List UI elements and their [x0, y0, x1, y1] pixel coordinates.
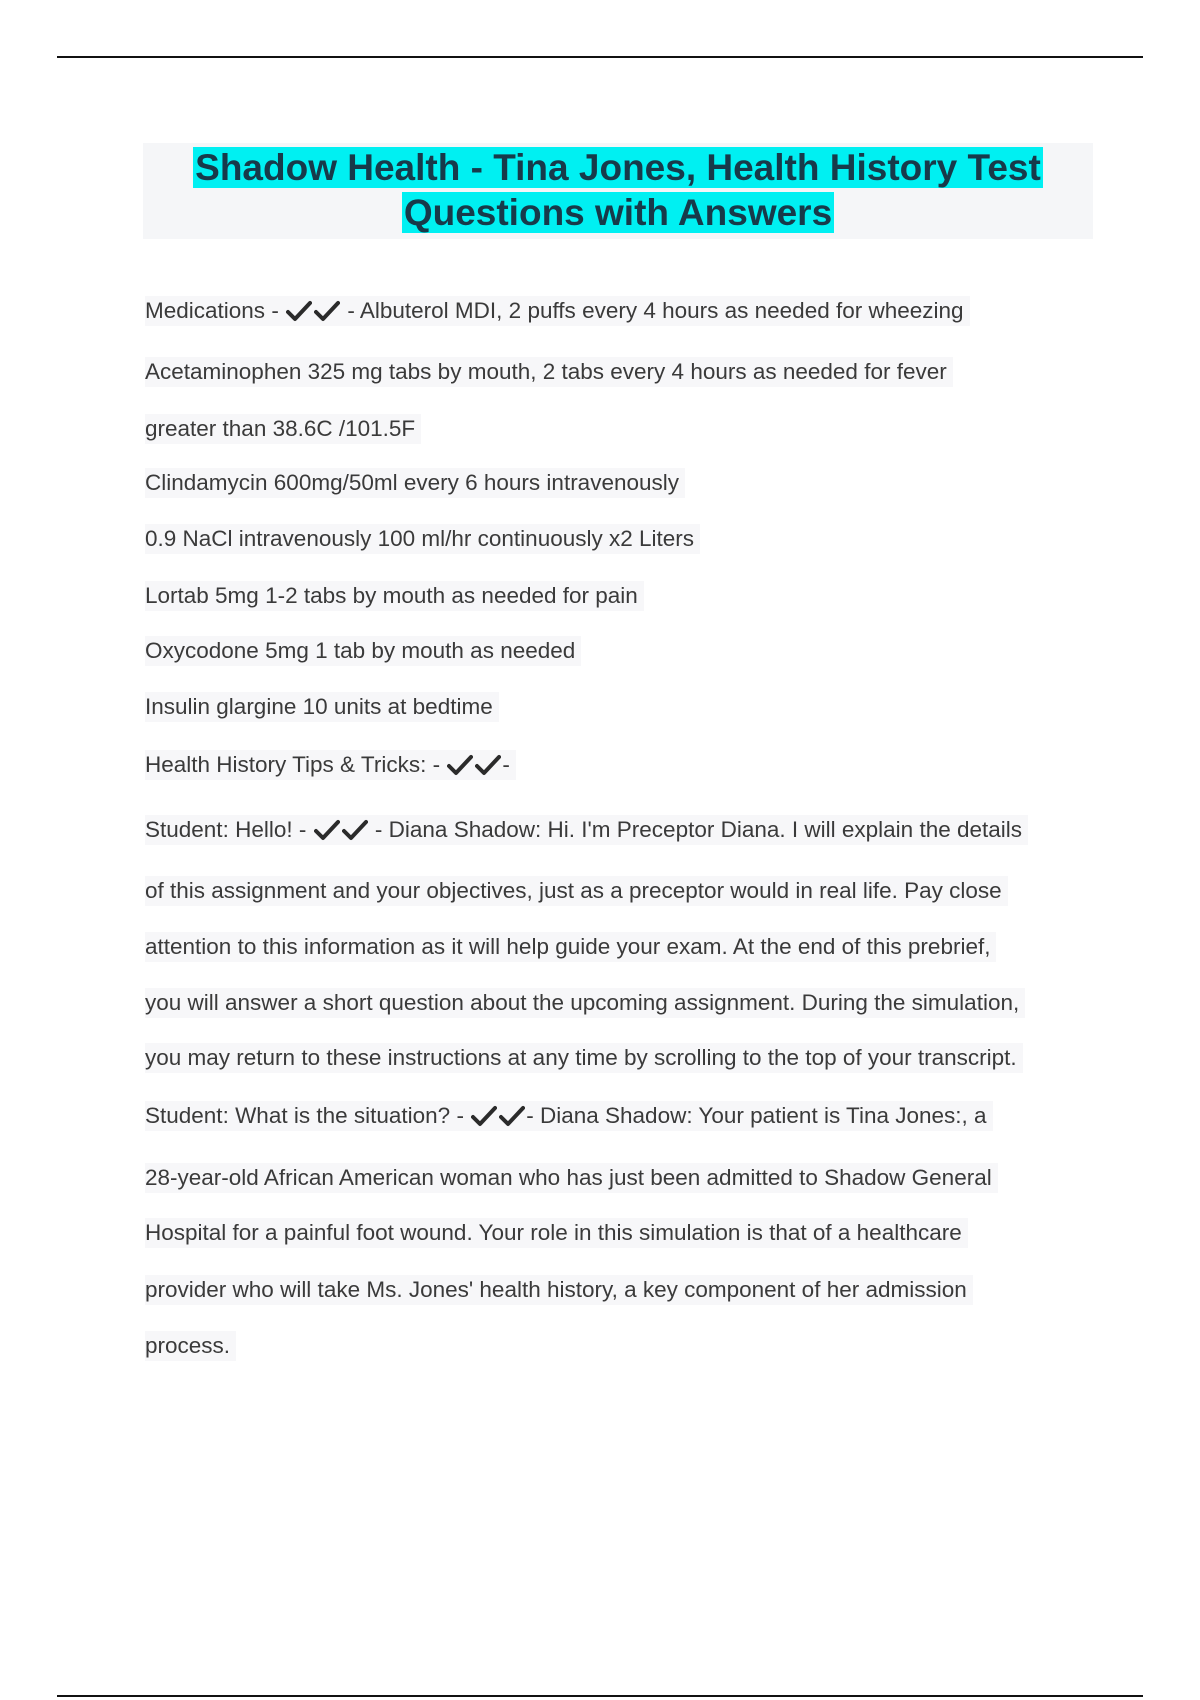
question-text: Student: What is the situation?: [145, 1103, 451, 1128]
answer-text: Diana Shadow: Your patient is Tina Jones:, a: [539, 1103, 987, 1128]
answer-text: Albuterol MDI, 2 puffs every 4 hours as needed for wheezing: [359, 298, 964, 323]
check-icon: [475, 754, 501, 776]
top-rule: [57, 56, 1143, 58]
check-icon: [447, 754, 473, 776]
check-icon: [499, 1105, 525, 1127]
qa-line: [145, 296, 970, 326]
separator: -: [502, 752, 510, 777]
text-line: attention to this information as it will help guide your exam. At the end of this prebrief,: [145, 932, 996, 962]
separator: -: [432, 752, 441, 777]
separator: -: [271, 298, 279, 323]
text-line: Hospital for a painful foot wound. Your role in this simulation is that of a healthcare: [145, 1218, 968, 1248]
check-icon: [314, 300, 340, 322]
check-icon: [286, 300, 312, 322]
qa-line: [145, 815, 1028, 845]
text-line: 0.9 NaCl intravenously 100 ml/hr continuously x2 Liters: [145, 524, 700, 554]
question-text: Student: Hello!: [145, 817, 293, 842]
qa-line: [145, 1101, 993, 1131]
separator: -: [374, 817, 383, 842]
question-text: Health History Tips & Tricks:: [145, 752, 427, 777]
title-line-1: Shadow Health - Tina Jones, Health History Test: [195, 147, 1041, 188]
answer-text: Diana Shadow: Hi. I'm Preceptor Diana. I will explain the details: [388, 817, 1023, 842]
text-line: 28-year-old African American woman who has just been admitted to Shadow General: [145, 1163, 998, 1193]
question-text: Medications: [145, 298, 266, 323]
text-line: of this assignment and your objectives, just as a preceptor would in real life. Pay close: [145, 876, 1008, 906]
separator: -: [347, 298, 355, 323]
separator: -: [456, 1103, 464, 1128]
text-line: you will answer a short question about the upcoming assignment. During the simulation,: [145, 988, 1025, 1018]
text-line: Oxycodone 5mg 1 tab by mouth as needed: [145, 636, 581, 666]
text-line: provider who will take Ms. Jones' health history, a key component of her admission: [145, 1275, 973, 1305]
text-line: greater than 38.6C /101.5F: [145, 414, 421, 444]
text-line: process.: [145, 1331, 236, 1361]
bottom-rule: [57, 1695, 1143, 1697]
document-title: [143, 145, 1093, 235]
text-line: you may return to these instructions at any time by scrolling to the top of your transcript.: [145, 1043, 1023, 1073]
separator: -: [526, 1103, 534, 1128]
separator: -: [298, 817, 307, 842]
check-icon: [471, 1105, 497, 1127]
check-icon: [342, 819, 368, 841]
title-line-2: Questions with Answers: [403, 192, 833, 233]
check-icon: [314, 819, 340, 841]
text-line: Lortab 5mg 1-2 tabs by mouth as needed for pain: [145, 581, 644, 611]
qa-line: [145, 750, 516, 780]
text-line: Insulin glargine 10 units at bedtime: [145, 692, 499, 722]
text-line: Clindamycin 600mg/50ml every 6 hours intravenously: [145, 468, 685, 498]
text-line: Acetaminophen 325 mg tabs by mouth, 2 tabs every 4 hours as needed for fever: [145, 357, 953, 387]
